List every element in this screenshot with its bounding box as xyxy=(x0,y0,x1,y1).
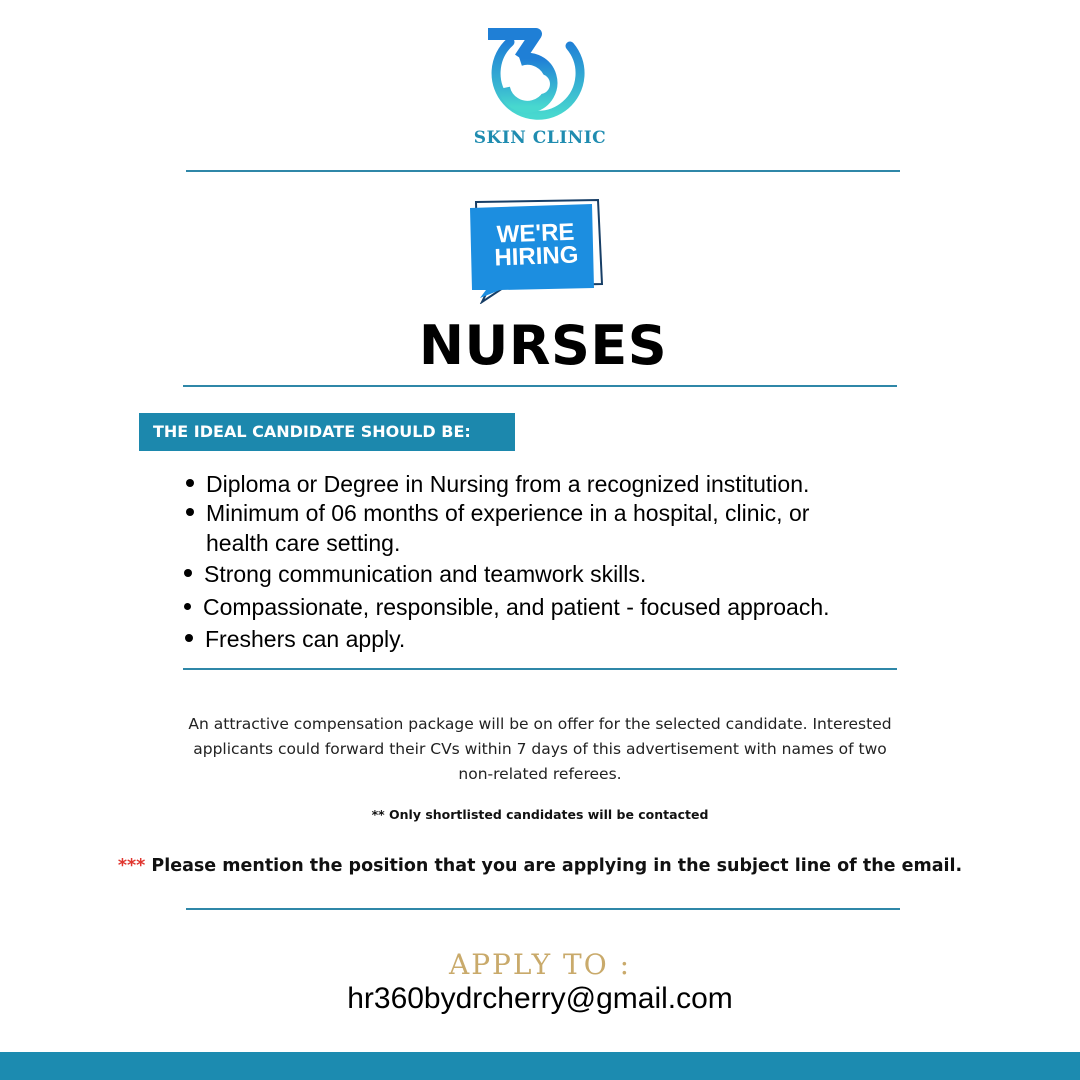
position-title: NURSES xyxy=(418,314,668,377)
bullet-icon xyxy=(184,603,191,610)
clinic-name: SKIN CLINIC xyxy=(473,128,607,148)
list-item-text: Compassionate, responsible, and patient - focused approach. xyxy=(203,594,830,620)
apply-email[interactable]: hr360bydrcherry@gmail.com xyxy=(347,982,733,1015)
paragraph-line: applicants could forward their CVs within 7 days of this advertisement with names of two xyxy=(193,740,887,758)
apply-label: APPLY TO : xyxy=(448,948,632,981)
list-item-text: Diploma or Degree in Nursing from a recognized institution. xyxy=(206,471,810,497)
instruction-text: Please mention the position that you are applying in the subject line of the email. xyxy=(145,856,963,876)
divider-mid xyxy=(183,385,897,387)
requirements-label: THE IDEAL CANDIDATE SHOULD BE: xyxy=(139,413,515,451)
subject-line-instruction xyxy=(40,856,1040,876)
clinic-logo-icon xyxy=(480,26,590,126)
bullet-icon xyxy=(184,569,192,577)
badge-line-1: WE'RE xyxy=(496,218,575,249)
list-item-text: Minimum of 06 months of experience in a hospital, clinic, or xyxy=(206,500,810,526)
list-item-text: health care setting. xyxy=(206,530,401,556)
bullet-icon xyxy=(185,634,193,642)
compensation-paragraph xyxy=(130,712,950,787)
paragraph-line: non-related referees. xyxy=(458,765,622,783)
shortlist-note: ** Only shortlisted candidates will be contacted xyxy=(371,807,709,822)
list-item-text: Strong communication and teamwork skills. xyxy=(204,561,647,587)
paragraph-line: An attractive compensation package will be on offer for the selected candidate. Interested xyxy=(188,715,892,733)
badge-line-2: HIRING xyxy=(493,241,579,272)
footer-bar xyxy=(0,1052,1080,1080)
bullet-icon xyxy=(186,508,194,516)
divider-lower xyxy=(183,668,897,670)
hiring-badge-text xyxy=(479,220,593,270)
divider-bottom xyxy=(186,908,900,910)
list-item-text: Freshers can apply. xyxy=(205,626,406,652)
asterisks: *** xyxy=(117,856,146,876)
divider-top xyxy=(186,170,900,172)
bullet-icon xyxy=(186,479,194,487)
